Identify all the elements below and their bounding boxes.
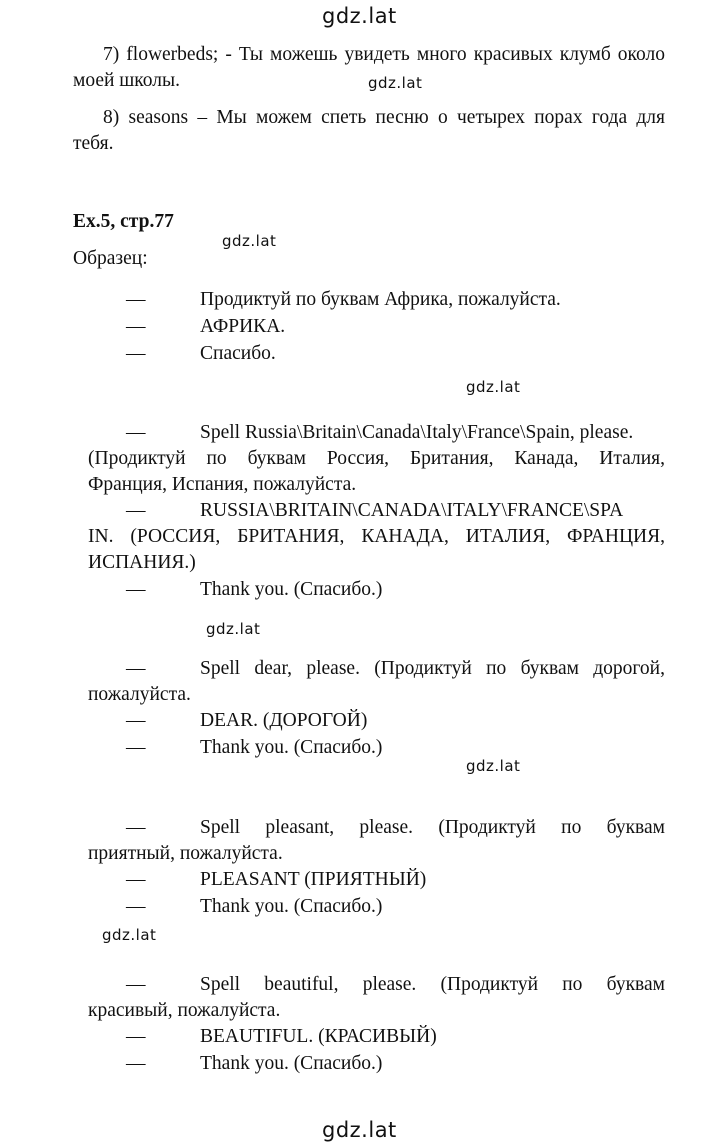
- block4-question-line2: красивый, пожалуйста.: [88, 1000, 281, 1021]
- block2-question-line2: пожалуйста.: [88, 684, 191, 705]
- dialogue-dash: —: [126, 1053, 146, 1074]
- dialogue-dash: —: [126, 316, 146, 337]
- block4-question-line1: Spell beautiful, please. (Продиктуй по буквам: [200, 974, 665, 995]
- dialogue-dash: —: [126, 817, 146, 838]
- watermark: gdz.lat: [368, 74, 423, 92]
- block4-thanks: Thank you. (Спасибо.): [200, 1053, 383, 1074]
- block1-thanks: Thank you. (Спасибо.): [200, 579, 383, 600]
- vocab-item-7-line2: моей школы.: [73, 70, 180, 91]
- dialogue-dash: —: [126, 422, 146, 443]
- block1-question-line3: Франция, Испания, пожалуйста.: [88, 474, 357, 495]
- dialogue-dash: —: [126, 737, 146, 758]
- dialogue-dash: —: [126, 289, 146, 310]
- sample-label: Образец:: [73, 248, 148, 269]
- block4-answer: BEAUTIFUL. (КРАСИВЫЙ): [200, 1026, 437, 1047]
- dialogue-dash: —: [126, 579, 146, 600]
- block3-question-line1: Spell pleasant, please. (Продиктуй по буквам: [200, 817, 665, 838]
- block3-answer: PLEASANT (ПРИЯТНЫЙ): [200, 869, 427, 890]
- watermark: gdz.lat: [102, 926, 157, 944]
- vocab-item-8-line2: тебя.: [73, 133, 114, 154]
- sample-line: АФРИКА.: [200, 316, 286, 337]
- sample-line: Продиктуй по буквам Африка, пожалуйста.: [200, 289, 561, 310]
- watermark: gdz.lat: [466, 757, 521, 775]
- block1-question-line2: (Продиктуй по буквам Россия, Британия, Канада, Италия,: [88, 448, 665, 469]
- watermark-top: gdz.lat: [322, 4, 397, 28]
- dialogue-dash: —: [126, 710, 146, 731]
- dialogue-dash: —: [126, 1026, 146, 1047]
- block2-thanks: Thank you. (Спасибо.): [200, 737, 383, 758]
- block3-question-line2: приятный, пожалуйста.: [88, 843, 283, 864]
- dialogue-dash: —: [126, 343, 146, 364]
- block1-answer-line2: IN. (РОССИЯ, БРИТАНИЯ, КАНАДА, ИТАЛИЯ, ФРАНЦИЯ,: [88, 526, 665, 547]
- dialogue-dash: —: [126, 500, 146, 521]
- block1-question-line1: Spell Russia\Britain\Canada\Italy\France\Spain, please.: [200, 422, 634, 443]
- block1-answer-line1: RUSSIA\BRITAIN\CANADA\ITALY\FRANCE\SPA: [200, 500, 624, 521]
- dialogue-dash: —: [126, 658, 146, 679]
- sample-line: Спасибо.: [200, 343, 276, 364]
- dialogue-dash: —: [126, 869, 146, 890]
- watermark-bottom: gdz.lat: [322, 1118, 397, 1142]
- exercise-heading: Ex.5, стр.77: [73, 211, 174, 232]
- block2-answer: DEAR. (ДОРОГОЙ): [200, 710, 368, 731]
- watermark: gdz.lat: [466, 378, 521, 396]
- watermark: gdz.lat: [222, 232, 277, 250]
- block3-thanks: Thank you. (Спасибо.): [200, 896, 383, 917]
- dialogue-dash: —: [126, 896, 146, 917]
- watermark: gdz.lat: [206, 620, 261, 638]
- vocab-item-7-line1: 7) flowerbeds; - Ты можешь увидеть много красивых клумб около: [103, 44, 665, 65]
- block2-question-line1: Spell dear, please. (Продиктуй по буквам дорогой,: [200, 658, 665, 679]
- block1-answer-line3: ИСПАНИЯ.): [88, 552, 196, 573]
- dialogue-dash: —: [126, 974, 146, 995]
- vocab-item-8-line1: 8) seasons – Мы можем спеть песню о четырех порах года для: [103, 107, 665, 128]
